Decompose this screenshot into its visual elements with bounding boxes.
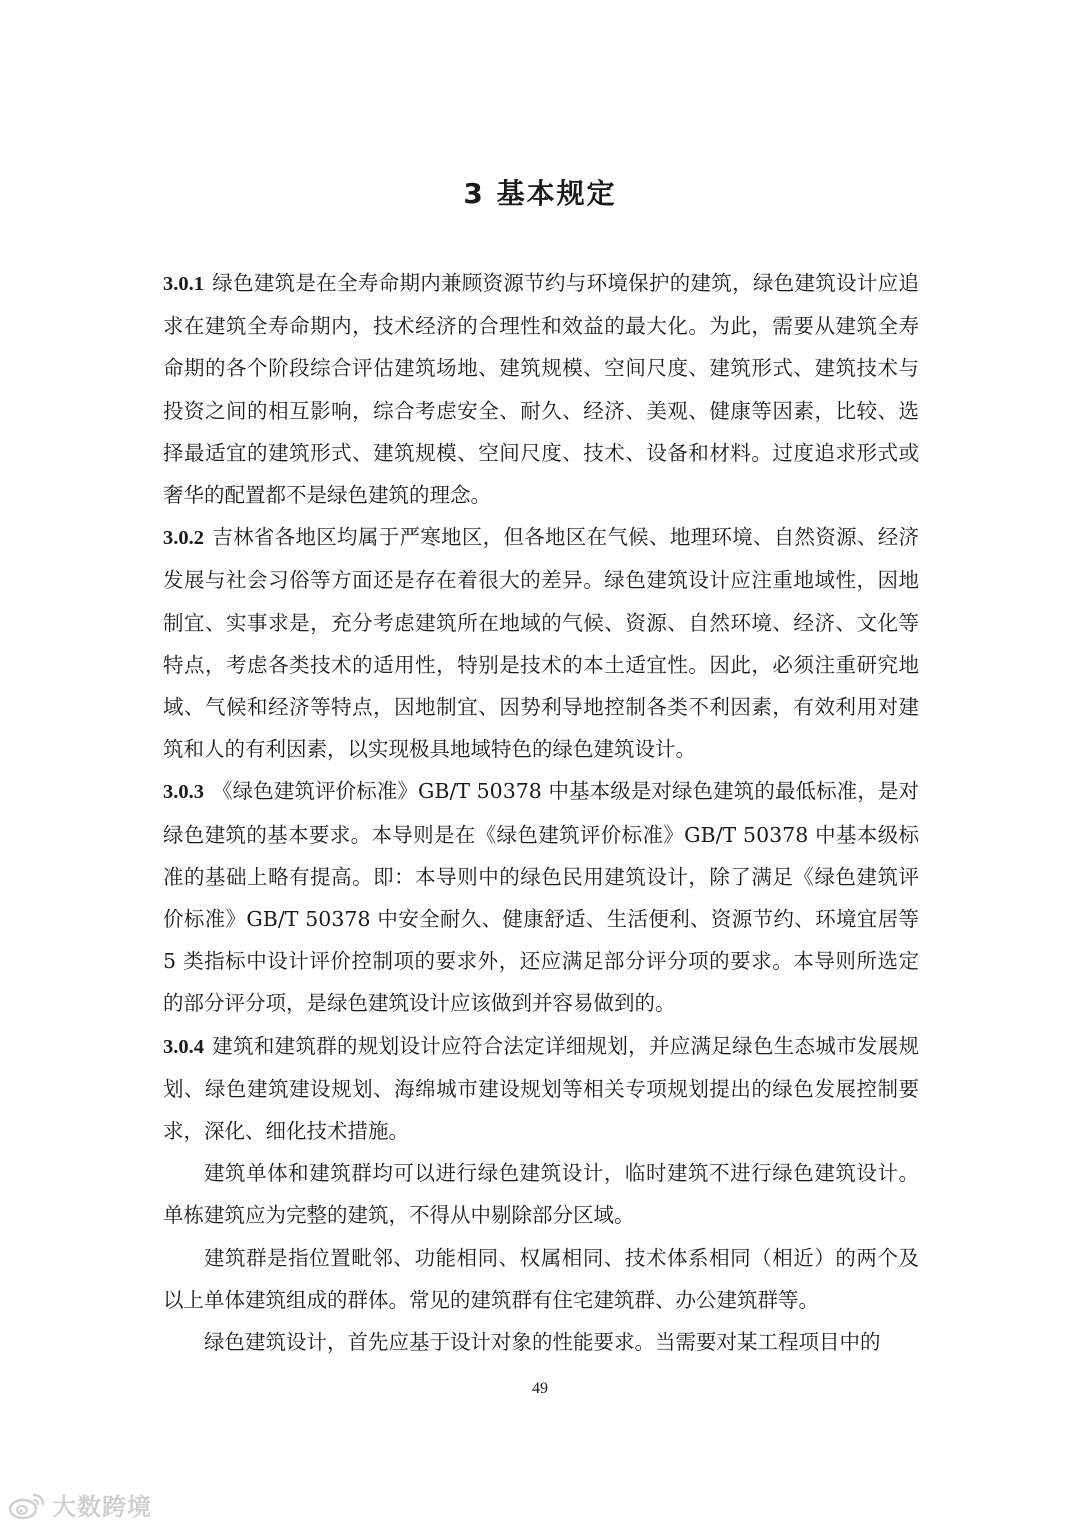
clause-number: 3.0.2 xyxy=(163,527,204,550)
clause-text: 吉林省各地区均属于严寒地区，但各地区在气候、地理环境、自然资源、经济发展与社会习俗等方面还是存在着很大的差异。绿色建筑设计应注重地域性，因地制宜、实事求是，充分考虑建筑所在地域的气候、资源、自然环境、经济、文化等特点，考虑各类技术的适用性，特别是技术的本土适宜性。因此，必须注重研究地域、气候和经济等特点，因地制宜、因势利导地控制各类不利因素，有效利用对建筑和人的有利因素，以实现极具地域特色的绿色建筑设计。 xyxy=(163,525,919,762)
clause-3-0-3 xyxy=(163,770,919,1024)
body-paragraph: 绿色建筑设计，首先应基于设计对象的性能要求。当需要对某工程项目中的 xyxy=(204,1330,881,1355)
page-title: 3 基本规定 xyxy=(463,177,617,210)
body-paragraph: 建筑群是指位置毗邻、功能相同、权属相同、技术体系相同（相近）的两个及以上单体建筑组成的群体。常见的建筑群有住宅建筑群、办公建筑群等。 xyxy=(163,1245,919,1312)
clause-text: 绿色建筑是在全寿命期内兼顾资源节约与环境保护的建筑，绿色建筑设计应追求在建筑全寿命期内，技术经济的合理性和效益的最大化。为此，需要从建筑全寿命期的各个阶段综合评估建筑场地、建筑规模、空间尺度、建筑形式、建筑技术与投资之间的相互影响，综合考虑安全、耐久、经济、美观、健康等因素，比较、选择最适宜的建筑形式、建筑规模、空间尺度、技术、设备和材料。过度追求形式或奢华的配置都不是绿色建筑的理念。 xyxy=(163,271,919,508)
weibo-logo-icon xyxy=(8,1490,46,1520)
watermark xyxy=(8,1487,152,1522)
clause-3-0-1 xyxy=(163,262,919,516)
clause-3-0-4 xyxy=(163,1025,919,1153)
clause-number: 3.0.4 xyxy=(163,1035,204,1058)
clause-text: 建筑和建筑群的规划设计应符合法定详细规划，并应满足绿色生态城市发展规划、绿色建筑建设规划、海绵城市建设规划等相关专项规划提出的绿色发展控制要求，深化、细化技术措施。 xyxy=(163,1033,919,1144)
clause-text: 《绿色建筑评价标准》GB/T 50378 中基本级是对绿色建筑的最低标准，是对绿色建筑的基本要求。本导则是在《绿色建筑评价标准》GB/T 50378 中基本级标准的基础上略有提高。即：本导则中的绿色民用建筑设计，除了满足《绿色建筑评价标准》GB/T 50378 中安全耐久、健康舒适、生活便利、资源节约、环境宜居等 5 类指标中设计评价控制项的要求外，还应满足部分评分项的要求。本导则所选定的部分评分项，是绿色建筑设计应该做到并容易做到的。 xyxy=(163,779,919,1016)
clause-3-0-2 xyxy=(163,516,919,770)
page-number: 49 xyxy=(532,1380,548,1397)
watermark-text: 大数跨境 xyxy=(52,1493,152,1521)
clause-number: 3.0.3 xyxy=(163,781,204,804)
document-body xyxy=(163,262,919,1363)
clause-number: 3.0.1 xyxy=(163,273,204,295)
body-paragraph: 建筑单体和建筑群均可以进行绿色建筑设计，临时建筑不进行绿色建筑设计。单栋建筑应为完整的建筑，不得从中剔除部分区域。 xyxy=(163,1161,919,1228)
